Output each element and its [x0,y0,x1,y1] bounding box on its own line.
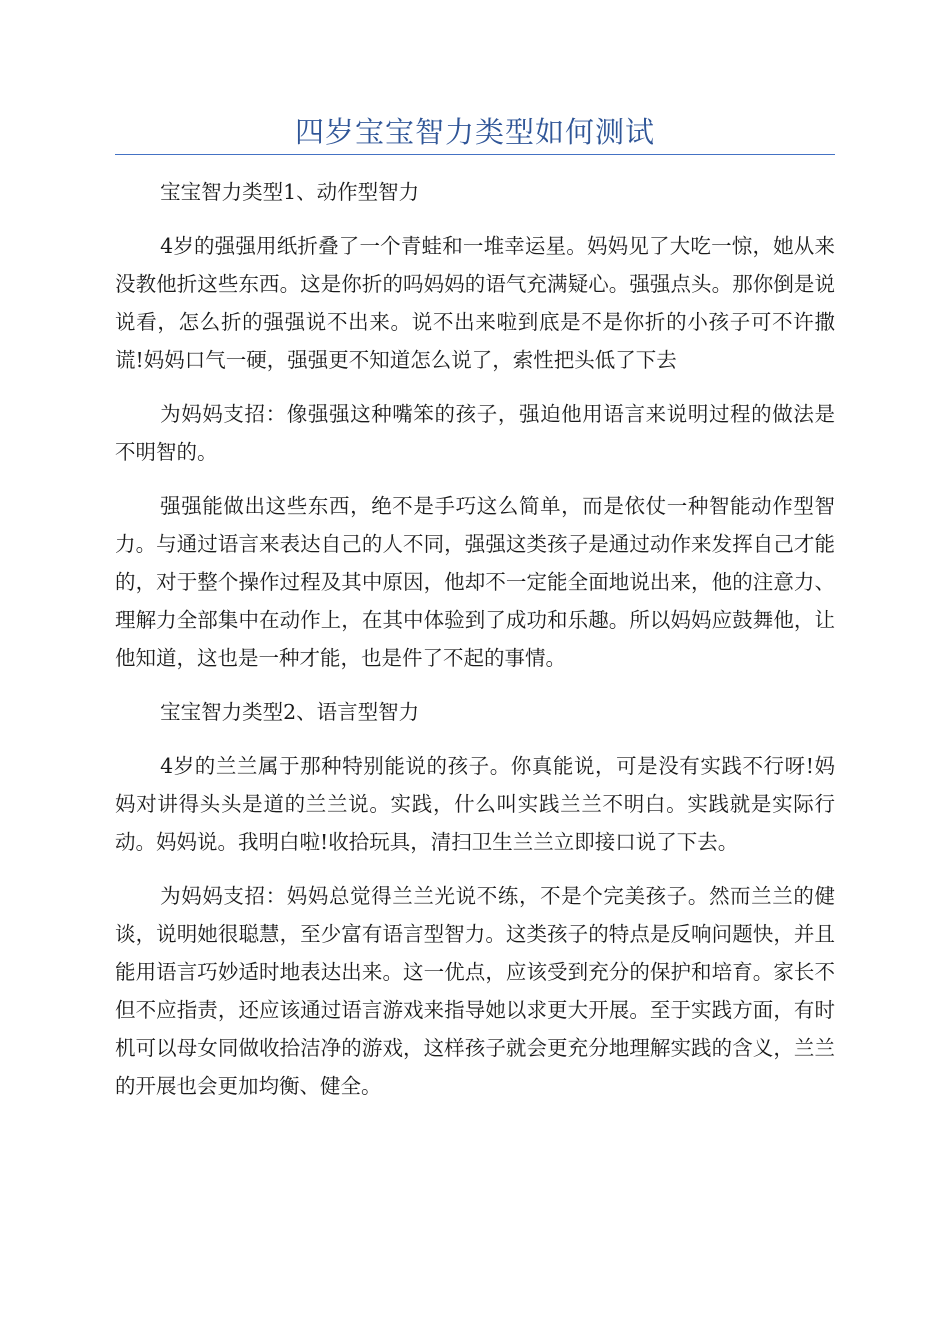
paragraph: 强强能做出这些东西，绝不是手巧这么简单，而是依仗一种智能动作型智力。与通过语言来表达自己的人不同，强强这类孩子是通过动作来发挥自己才能的，对于整个操作过程及其中原因，他却不一定能全面地说出来，他的注意力、理解力全部集中在动作上，在其中体验到了成功和乐趣。所以妈妈应鼓舞他，让他知道，这也是一种才能，也是件了不起的事情。 [115,494,835,670]
section-heading-1: 宝宝智力类型1、动作型智力 [160,180,420,204]
section-heading-2: 宝宝智力类型2、语言型智力 [160,700,420,724]
paragraph: 为妈妈支招：像强强这种嘴笨的孩子，强迫他用语言来说明过程的做法是不明智的。 [115,402,835,464]
title-underline [115,154,835,155]
paragraph: 4岁的强强用纸折叠了一个青蛙和一堆幸运星。妈妈见了大吃一惊，她从来没教他折这些东西。这是你折的吗妈妈的语气充满疑心。强强点头。那你倒是说说看，怎么折的强强说不出来。说不出来啦到底是不是你折的小孩子可不许撒谎!妈妈口气一硬，强强更不知道怎么说了，索性把头低了下去 [115,234,835,372]
paragraph: 4岁的兰兰属于那种特别能说的孩子。你真能说，可是没有实践不行呀!妈妈对讲得头头是道的兰兰说。实践，什么叫实践兰兰不明白。实践就是实际行动。妈妈说。我明白啦!收拾玩具，清扫卫生兰兰立即接口说了下去。 [115,754,835,854]
paragraph: 为妈妈支招：妈妈总觉得兰兰光说不练，不是个完美孩子。然而兰兰的健谈，说明她很聪慧，至少富有语言型智力。这类孩子的特点是反响问题快，并且能用语言巧妙适时地表达出来。这一优点，应该受到充分的保护和培育。家长不但不应指责，还应该通过语言游戏来指导她以求更大开展。至于实践方面，有时机可以母女同做收拾洁净的游戏，这样孩子就会更充分地理解实践的含义，兰兰的开展也会更加均衡、健全。 [115,884,835,1098]
document-body [115,173,835,1121]
document-title: 四岁宝宝智力类型如何测试 [294,115,655,149]
